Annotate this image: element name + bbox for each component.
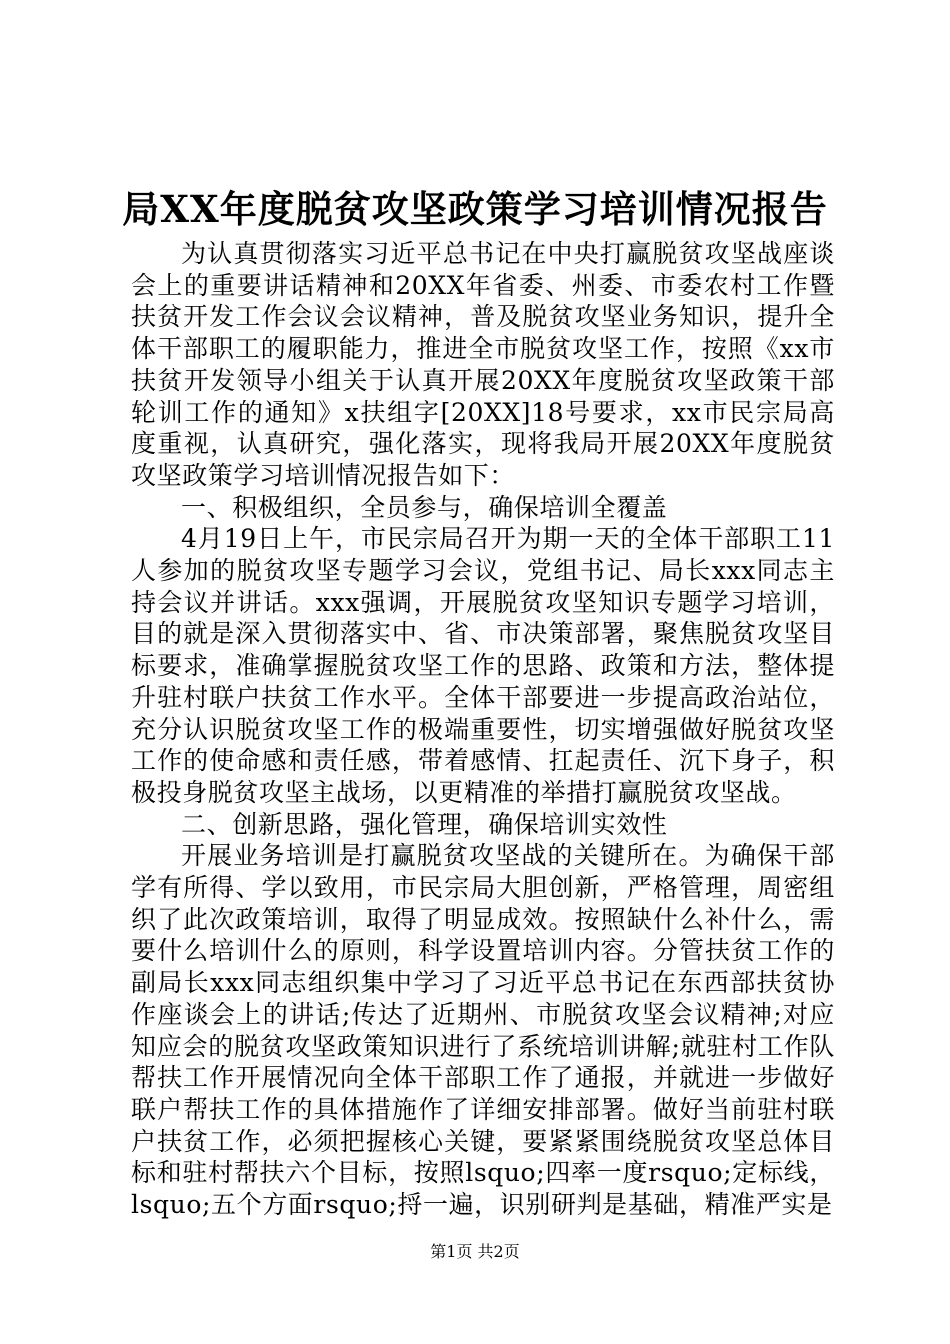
document-title: 局XX年度脱贫攻坚政策学习培训情况报告 xyxy=(122,187,828,231)
section-heading-2: 二、创新思路，强化管理，确保培训实效性 xyxy=(181,809,668,839)
page-number-footer: 第1页 共2页 xyxy=(430,1242,520,1261)
paragraph-intro: 为认真贯彻落实习近平总书记在中央打赢脱贫攻坚战座谈会上的重要讲话精神和20XX年省委、州委、市委农村工作暨扶贫开发工作会议会议精神，普及脱贫攻坚业务知识，提升全体干部职工的履职能力，推进全市脱贫攻坚工作，按照《xx市扶贫开发领导小组关于认真开展20XX年度脱贫攻坚政策干部轮训工作的通知》x扶组字[20XX]18号要求，xx市民宗局高度重视，认真研究，强化落实，现将我局开展20XX年度脱贫攻坚政策学习培训情况报告如下： xyxy=(131,239,835,490)
document-body xyxy=(131,238,835,1220)
section-heading-1: 一、积极组织，全员参与，确保培训全覆盖 xyxy=(181,492,668,522)
paragraph-section-1: 4月19日上午，市民宗局召开为期一天的全体干部职工11人参加的脱贫攻坚专题学习会议，党组书记、局长xxx同志主持会议并讲话。xxx强调，开展脱贫攻坚知识专题学习培训，目的就是深入贯彻落实中、省、市决策部署，聚焦脱贫攻坚目标要求，准确掌握脱贫攻坚工作的思路、政策和方法，整体提升驻村联户扶贫工作水平。全体干部要进一步提高政治站位，充分认识脱贫攻坚工作的极端重要性，切实增强做好脱贫攻坚工作的使命感和责任感，带着感情、扛起责任、沉下身子，积极投身脱贫攻坚主战场，以更精准的举措打赢脱贫攻坚战。 xyxy=(131,524,835,807)
paragraph-section-2: 开展业务培训是打赢脱贫攻坚战的关键所在。为确保干部学有所得、学以致用，市民宗局大胆创新，严格管理，周密组织了此次政策培训，取得了明显成效。按照缺什么补什么，需要什么培训什么的原则，科学设置培训内容。分管扶贫工作的副局长xxx同志组织集中学习了习近平总书记在东西部扶贫协作座谈会上的讲话;传达了近期州、市脱贫攻坚会议精神;对应知应会的脱贫攻坚政策知识进行了系统培训讲解;就驻村工作队帮扶工作开展情况向全体干部职工作了通报，并就进一步做好联户帮扶工作的具体措施作了详细安排部署。做好当前驻村联户扶贫工作，必须把握核心关键，要紧紧围绕脱贫攻坚总体目标和驻村帮扶六个目标，按照lsquo;四率一度rsquo;定标线，lsquo;五个方面rsquo;捋一遍，识别研判是基础，精准严实是 xyxy=(131,841,835,1220)
